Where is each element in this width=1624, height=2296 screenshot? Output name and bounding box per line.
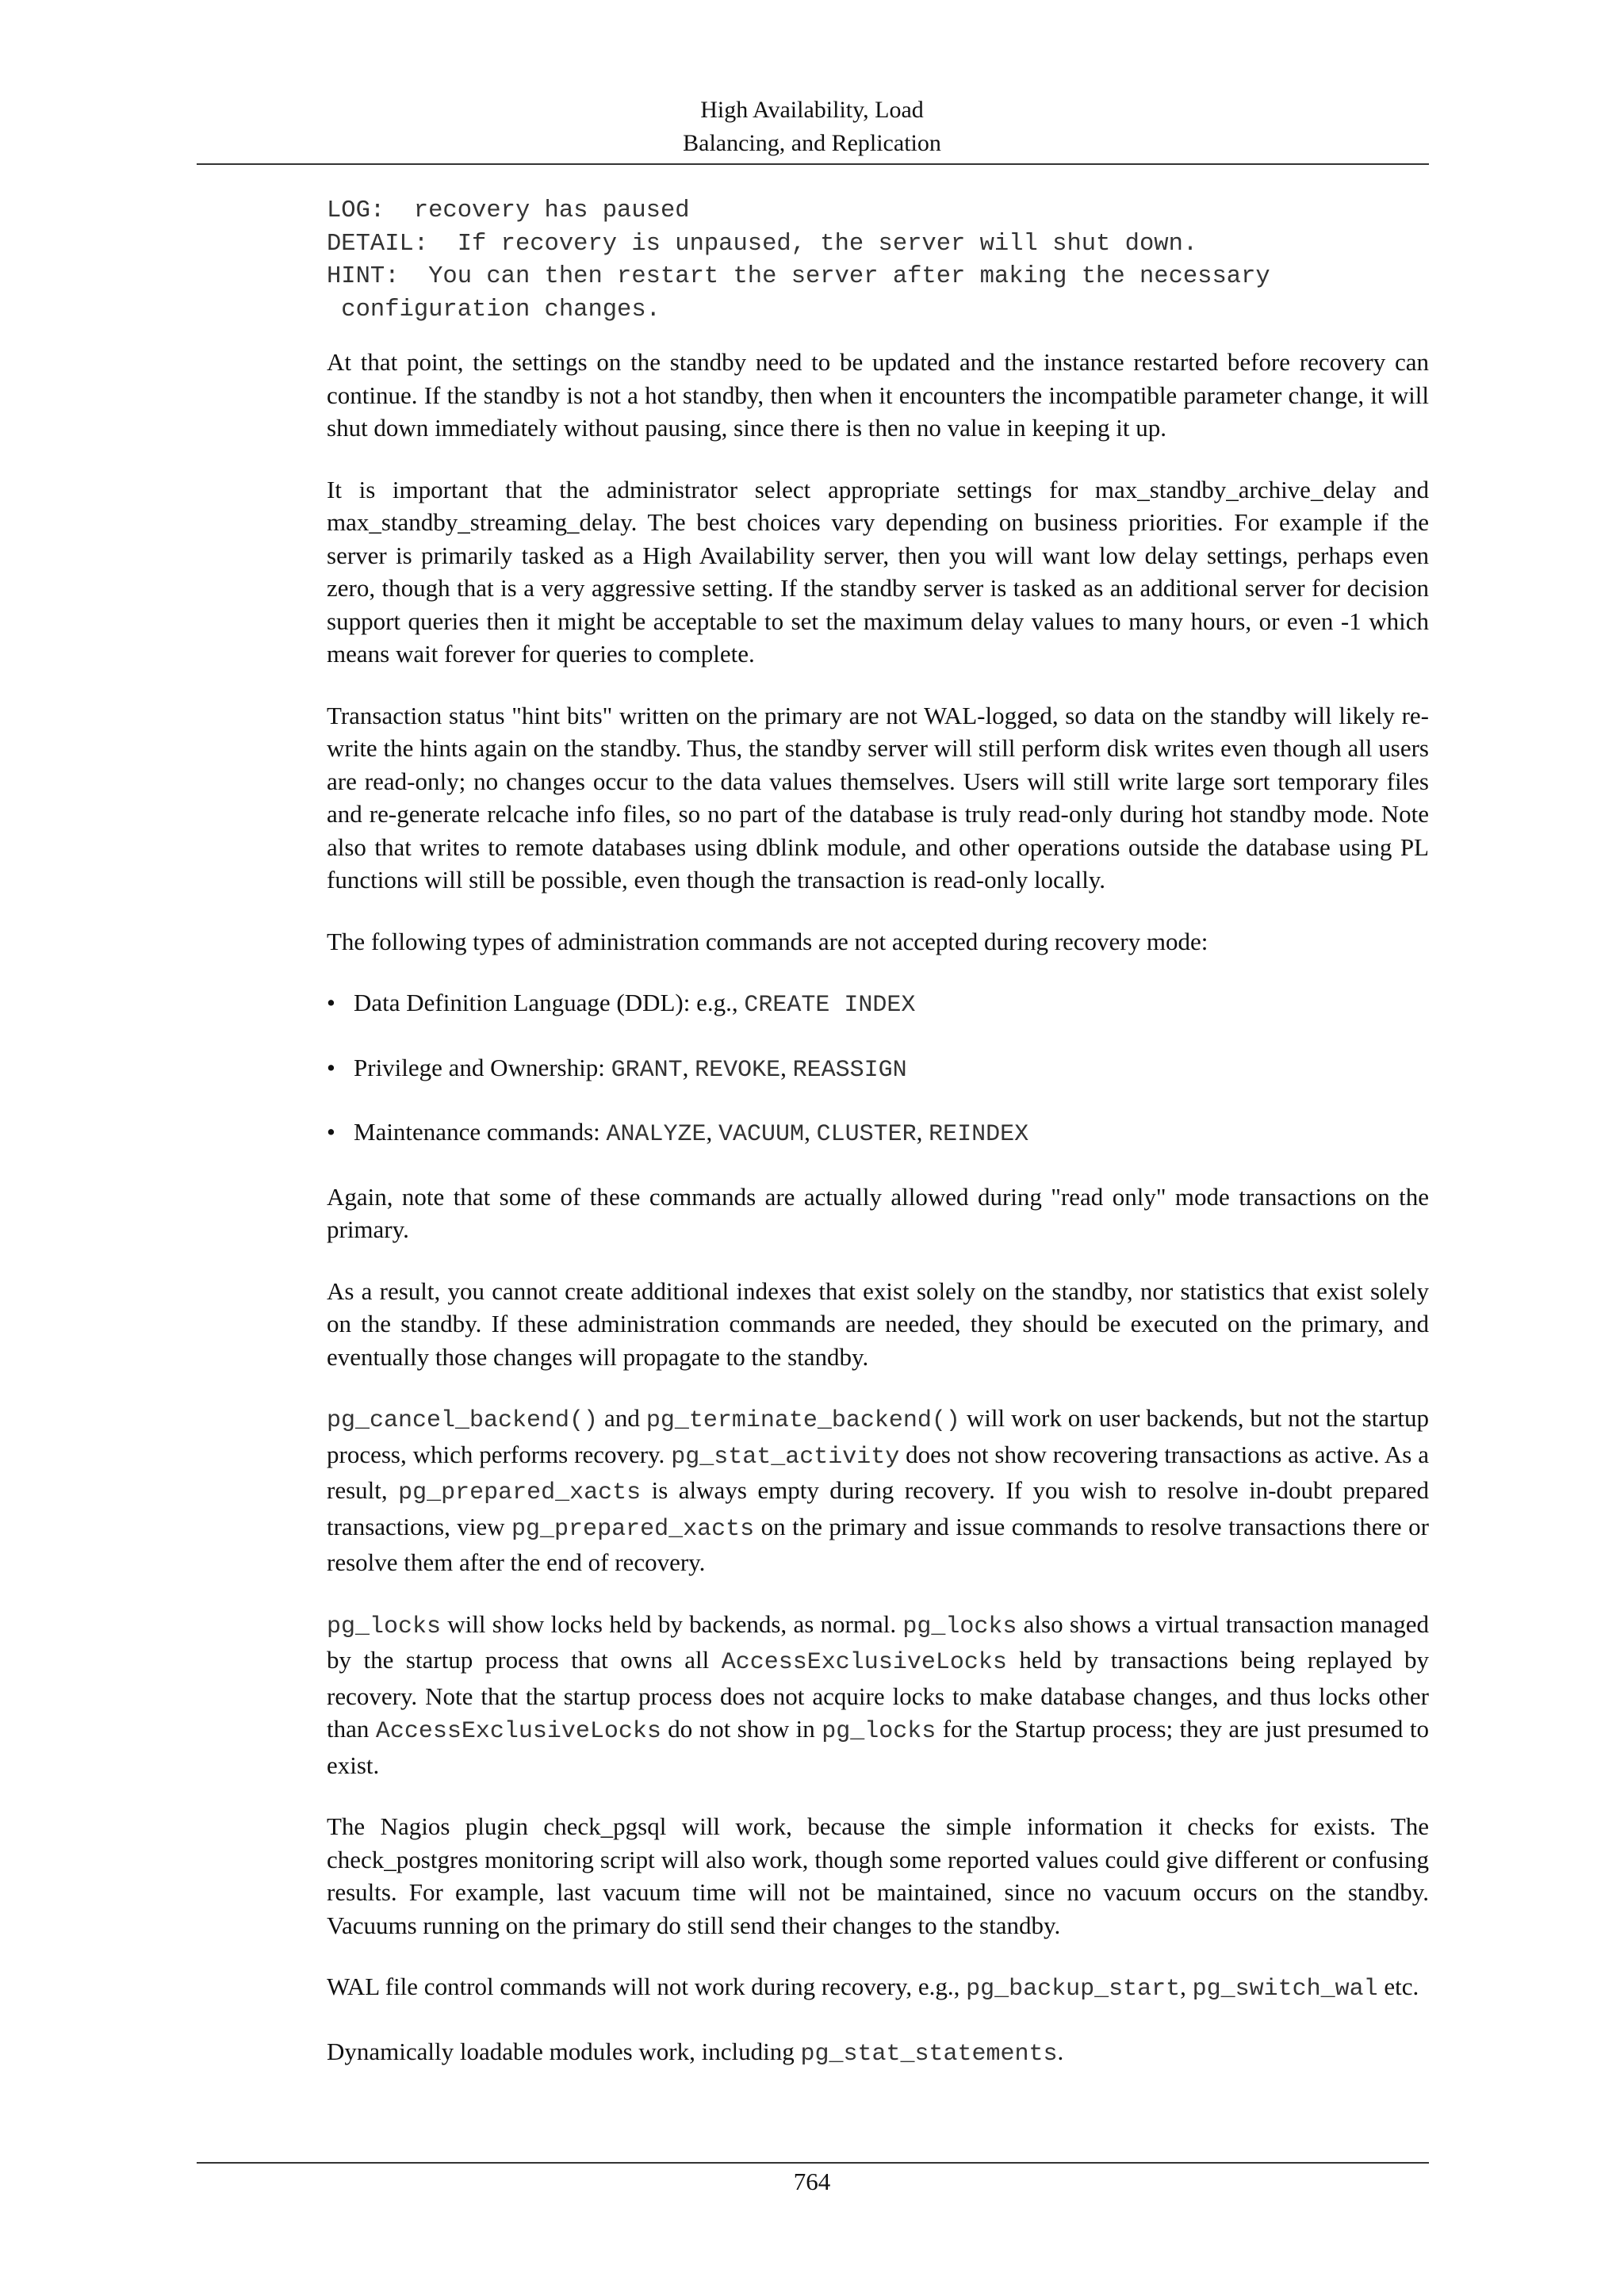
module-name: pg_stat_statements (800, 2040, 1058, 2068)
sql-command: CREATE INDEX (744, 992, 916, 1019)
view-name: pg_locks (327, 1613, 442, 1640)
view-name: pg_prepared_xacts (398, 1479, 642, 1506)
text-run: etc. (1377, 1973, 1419, 2000)
sql-command: VACUUM (718, 1121, 805, 1148)
text-run: for the Startup process; they are just presumed to exist. (327, 1715, 1429, 1779)
function-name: pg_terminate_backend() (645, 1407, 960, 1434)
text-run: on the primary and issue commands to resolve transactions there or resolve them after the end of recovery. (327, 1512, 1429, 1576)
function-name: pg_switch_wal (1192, 1976, 1378, 2003)
sql-command: GRANT (611, 1056, 683, 1084)
paragraph-settings-update: At that point, the settings on the standby need to be updated and the instance restarted before recovery can continue. If the standby is not a hot standby, then when it encounters the incompatible parameter change, it will shut down immediately without pausing, since there is then no value in keeping it up. (327, 348, 1429, 442)
header-title-line-2: Balancing, and Replication (683, 130, 941, 156)
page-number: 764 (793, 2168, 831, 2195)
sql-command: CLUSTER (816, 1121, 917, 1148)
text-run: held by transactions being replayed by recovery. Note that the startup process does not acquire locks to make database changes, and thus locks other than (327, 1646, 1429, 1743)
text-run: is always empty during recovery. If you wish to resolve in-doubt prepared transactions, view (327, 1476, 1430, 1540)
header-title-line-1: High Availability, Load (700, 97, 924, 123)
function-name: pg_cancel_backend() (327, 1407, 599, 1434)
paragraph-locks (327, 1608, 1429, 1782)
list-item-maintenance: • Maintenance commands: ANALYZE, VACUUM, CLUSTER, REINDEX (327, 1115, 1429, 1152)
paragraph-nagios: The Nagios plugin check_pgsql will work, because the simple information it checks for exists. The check_postgres monitoring script will also work, though some reported values could give different or confusing results. For example, last vacuum time will not be maintained, since no vacuum occurs on the standby. Vacuums running on the primary do still send their changes to the standby. (327, 1812, 1429, 1939)
view-name: pg_locks (902, 1613, 1017, 1640)
paragraph-read-only-note: Again, note that some of these commands are actually allowed during "read only" mode transactions on the primary. (327, 1182, 1429, 1243)
text-run: Dynamically loadable modules work, including (327, 2037, 801, 2065)
sql-command: REINDEX (929, 1121, 1029, 1148)
list-item-label: Data Definition Language (DDL): e.g., (354, 989, 745, 1016)
list-item-privilege: • Privilege and Ownership: GRANT, REVOKE, REASSIGN (327, 1051, 1429, 1088)
list-item-ddl (327, 986, 1429, 1023)
list-item-label: Maintenance commands: (354, 1118, 607, 1146)
bullet-mark: • (327, 989, 335, 1016)
page-header (0, 94, 1624, 160)
lock-name: AccessExclusiveLocks (375, 1718, 661, 1745)
text-run: also shows a virtual transaction managed by the startup process that owns all (327, 1609, 1429, 1674)
text-run: . (1057, 2037, 1064, 2065)
sql-command: REVOKE (695, 1056, 781, 1084)
text-run: , (1180, 1973, 1193, 2000)
sql-command: REASSIGN (792, 1056, 907, 1084)
paragraph-commands-intro: The following types of administration commands are not accepted during recovery mode: (327, 927, 1208, 955)
function-name: pg_backup_start (966, 1976, 1181, 2003)
text-run: do not show in (661, 1715, 822, 1743)
lock-name: AccessExclusiveLocks (721, 1649, 1007, 1676)
text-run: WAL file control commands will not work during recovery, e.g., (327, 1973, 967, 2000)
header-rule (197, 163, 1429, 165)
paragraph-hint-bits: Transaction status "hint bits" written on the primary are not WAL-logged, so data on the standby will likely re-write the hints again on the standby. Thus, the standby server will still perform disk writes even though all users are read-only; no changes occur to the data values themselves. Users will still write large sort temporary files and re-generate relcache info files, so no part of the database is truly read-only during hot standby mode. Note also that writes to remote databases using dblink module, and other operations outside the database using PL functions will still be possible, even though the transaction is read-only locally. (327, 701, 1429, 894)
view-name: pg_prepared_xacts (511, 1515, 755, 1543)
page-body (327, 195, 1429, 2099)
log-code-block (327, 195, 1429, 327)
paragraph-wal-commands (327, 1970, 1429, 2007)
text-run: does not show recovering transactions as active. As a result, (327, 1440, 1429, 1504)
code-line: DETAIL: If recovery is unpaused, the server will shut down. (327, 230, 1198, 258)
bullet-mark: • (327, 1118, 335, 1146)
paragraph-delay-settings: It is important that the administrator select appropriate settings for max_standby_archive_delay and max_standby_streaming_delay. The best choices vary depending on business priorities. For example if the server is primarily tasked as a High Availability server, then you will want low delay settings, perhaps even zero, though that is a very aggressive setting. If the standby server is tasked as an additional server for decision support queries then it might be acceptable to set the maximum delay values to many hours, or even -1 which means wait forever for queries to complete. (327, 475, 1429, 668)
text-run: will show locks held by backends, as normal. (441, 1609, 903, 1638)
text-run: and (598, 1404, 646, 1432)
code-line: LOG: recovery has paused (327, 197, 690, 224)
bullet-mark: • (327, 1053, 335, 1081)
view-name: pg_locks (822, 1718, 936, 1745)
code-line: configuration changes. (327, 296, 661, 323)
paragraph-indexes: As a result, you cannot create additional indexes that exist solely on the standby, nor statistics that exist solely on the standby. If these administration commands are needed, they should be executed on the primary, and eventually those changes will propagate to the standby. (327, 1276, 1429, 1371)
footer-rule (197, 2162, 1429, 2164)
paragraph-loadable-modules (327, 2035, 1429, 2072)
list-item-label: Privilege and Ownership: (354, 1053, 611, 1081)
sql-command: ANALYZE (606, 1121, 707, 1148)
command-list (327, 986, 1429, 1152)
text-run: will work on user backends, but not the startup process, which performs recovery. (327, 1404, 1429, 1468)
view-name: pg_stat_activity (671, 1443, 900, 1471)
paragraph-backend-functions (327, 1402, 1429, 1579)
code-line: HINT: You can then restart the server after making the necessary (327, 263, 1270, 290)
